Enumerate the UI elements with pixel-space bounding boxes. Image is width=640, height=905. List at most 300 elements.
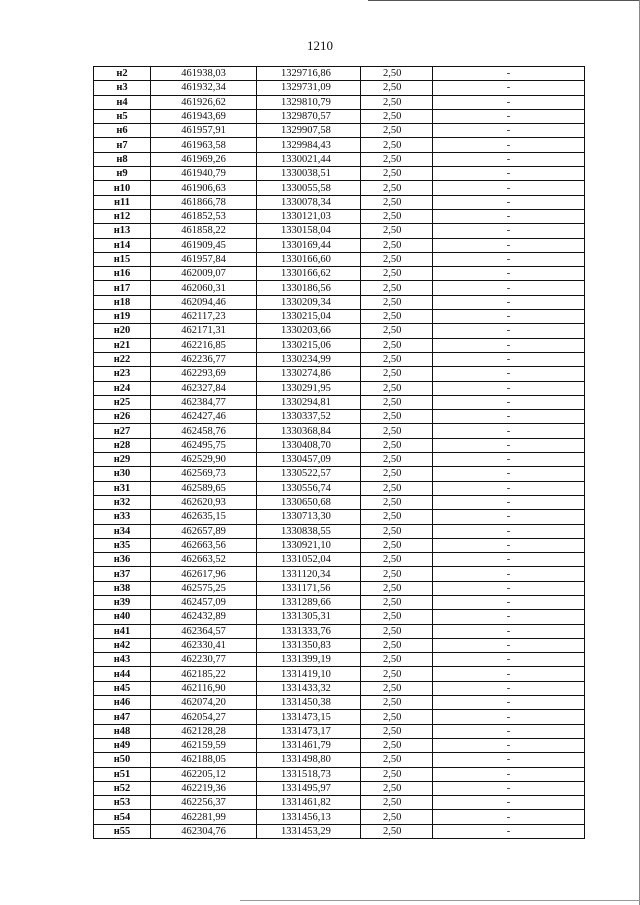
accuracy-cell: 2,50 [361,681,433,695]
point-id-cell: н25 [94,395,151,409]
point-id-cell: н47 [94,710,151,724]
y-coordinate-cell: 1330556,74 [257,481,361,495]
accuracy-cell: 2,50 [361,95,433,109]
y-coordinate-cell: 1330186,56 [257,281,361,295]
y-coordinate-cell: 1331350,83 [257,638,361,652]
point-id-cell: н38 [94,581,151,595]
table-row [94,653,585,667]
point-id-cell: н22 [94,352,151,366]
accuracy-cell: 2,50 [361,796,433,810]
accuracy-cell: 2,50 [361,753,433,767]
description-cell: - [433,781,585,795]
table-row [94,610,585,624]
point-id-cell: н2 [94,67,151,81]
y-coordinate-cell: 1331473,15 [257,710,361,724]
y-coordinate-cell: 1330038,51 [257,167,361,181]
accuracy-cell: 2,50 [361,338,433,352]
description-cell: - [433,681,585,695]
point-id-cell: н46 [94,696,151,710]
accuracy-cell: 2,50 [361,138,433,152]
description-cell: - [433,495,585,509]
accuracy-cell: 2,50 [361,724,433,738]
description-cell: - [433,610,585,624]
x-coordinate-cell: 461963,58 [151,138,257,152]
point-id-cell: н27 [94,424,151,438]
description-cell: - [433,124,585,138]
point-id-cell: н6 [94,124,151,138]
description-cell: - [433,824,585,838]
accuracy-cell: 2,50 [361,738,433,752]
table-row [94,81,585,95]
table-row [94,195,585,209]
point-id-cell: н31 [94,481,151,495]
table-row [94,581,585,595]
accuracy-cell: 2,50 [361,281,433,295]
y-coordinate-cell: 1331461,79 [257,738,361,752]
table-row [94,209,585,223]
x-coordinate-cell: 462060,31 [151,281,257,295]
point-id-cell: н34 [94,524,151,538]
point-id-cell: н13 [94,224,151,238]
x-coordinate-cell: 462117,23 [151,310,257,324]
bottom-edge-rule [240,900,640,901]
accuracy-cell: 2,50 [361,510,433,524]
accuracy-cell: 2,50 [361,367,433,381]
point-id-cell: н35 [94,538,151,552]
accuracy-cell: 2,50 [361,410,433,424]
y-coordinate-cell: 1330215,04 [257,310,361,324]
point-id-cell: н32 [94,495,151,509]
point-id-cell: н33 [94,510,151,524]
description-cell: - [433,224,585,238]
x-coordinate-cell: 462219,36 [151,781,257,795]
table-row [94,310,585,324]
x-coordinate-cell: 462128,28 [151,724,257,738]
description-cell: - [433,195,585,209]
point-id-cell: н19 [94,310,151,324]
y-coordinate-cell: 1330294,81 [257,395,361,409]
accuracy-cell: 2,50 [361,653,433,667]
y-coordinate-cell: 1330650,68 [257,495,361,509]
description-cell: - [433,295,585,309]
point-id-cell: н7 [94,138,151,152]
table-row [94,438,585,452]
table-row [94,138,585,152]
point-id-cell: н41 [94,624,151,638]
point-id-cell: н52 [94,781,151,795]
accuracy-cell: 2,50 [361,267,433,281]
description-cell: - [433,238,585,252]
y-coordinate-cell: 1330368,84 [257,424,361,438]
description-cell: - [433,438,585,452]
table-row [94,524,585,538]
point-id-cell: н26 [94,410,151,424]
x-coordinate-cell: 462009,07 [151,267,257,281]
accuracy-cell: 2,50 [361,581,433,595]
accuracy-cell: 2,50 [361,109,433,123]
x-coordinate-cell: 462171,31 [151,324,257,338]
page-number: 1210 [307,38,333,53]
description-cell: - [433,367,585,381]
x-coordinate-cell: 462432,89 [151,610,257,624]
accuracy-cell: 2,50 [361,495,433,509]
x-coordinate-cell: 461926,62 [151,95,257,109]
table-row [94,267,585,281]
table-row [94,410,585,424]
table-row [94,224,585,238]
description-cell: - [433,696,585,710]
accuracy-cell: 2,50 [361,710,433,724]
x-coordinate-cell: 462304,76 [151,824,257,838]
table-row [94,352,585,366]
x-coordinate-cell: 462589,65 [151,481,257,495]
y-coordinate-cell: 1330274,86 [257,367,361,381]
accuracy-cell: 2,50 [361,467,433,481]
table-row [94,124,585,138]
x-coordinate-cell: 462364,57 [151,624,257,638]
x-coordinate-cell: 462054,27 [151,710,257,724]
accuracy-cell: 2,50 [361,209,433,223]
y-coordinate-cell: 1329716,86 [257,67,361,81]
accuracy-cell: 2,50 [361,624,433,638]
table-row [94,767,585,781]
y-coordinate-cell: 1331333,76 [257,624,361,638]
table-row [94,252,585,266]
table-row [94,638,585,652]
x-coordinate-cell: 462663,52 [151,553,257,567]
description-cell: - [433,624,585,638]
description-cell: - [433,481,585,495]
accuracy-cell: 2,50 [361,538,433,552]
table-row [94,738,585,752]
x-coordinate-cell: 461943,69 [151,109,257,123]
y-coordinate-cell: 1331450,38 [257,696,361,710]
description-cell: - [433,95,585,109]
table-row [94,109,585,123]
x-coordinate-cell: 462116,90 [151,681,257,695]
point-id-cell: н29 [94,453,151,467]
description-cell: - [433,810,585,824]
description-cell: - [433,181,585,195]
y-coordinate-cell: 1330203,66 [257,324,361,338]
y-coordinate-cell: 1330838,55 [257,524,361,538]
y-coordinate-cell: 1329870,57 [257,109,361,123]
point-id-cell: н28 [94,438,151,452]
point-id-cell: н44 [94,667,151,681]
point-id-cell: н11 [94,195,151,209]
y-coordinate-cell: 1331399,19 [257,653,361,667]
point-id-cell: н16 [94,267,151,281]
point-id-cell: н30 [94,467,151,481]
y-coordinate-cell: 1331473,17 [257,724,361,738]
y-coordinate-cell: 1330078,34 [257,195,361,209]
point-id-cell: н49 [94,738,151,752]
description-cell: - [433,410,585,424]
description-cell: - [433,581,585,595]
y-coordinate-cell: 1329907,58 [257,124,361,138]
point-id-cell: н15 [94,252,151,266]
y-coordinate-cell: 1330215,06 [257,338,361,352]
y-coordinate-cell: 1331433,32 [257,681,361,695]
description-cell: - [433,281,585,295]
point-id-cell: н54 [94,810,151,824]
point-id-cell: н53 [94,796,151,810]
point-id-cell: н55 [94,824,151,838]
accuracy-cell: 2,50 [361,824,433,838]
accuracy-cell: 2,50 [361,553,433,567]
y-coordinate-cell: 1330166,60 [257,252,361,266]
table-row [94,395,585,409]
accuracy-cell: 2,50 [361,767,433,781]
accuracy-cell: 2,50 [361,395,433,409]
x-coordinate-cell: 462635,15 [151,510,257,524]
table-row [94,696,585,710]
x-coordinate-cell: 461866,78 [151,195,257,209]
x-coordinate-cell: 462188,05 [151,753,257,767]
description-cell: - [433,267,585,281]
y-coordinate-cell: 1330021,44 [257,152,361,166]
description-cell: - [433,138,585,152]
accuracy-cell: 2,50 [361,252,433,266]
y-coordinate-cell: 1330234,99 [257,352,361,366]
table-row [94,595,585,609]
x-coordinate-cell: 462216,85 [151,338,257,352]
x-coordinate-cell: 461858,22 [151,224,257,238]
description-cell: - [433,424,585,438]
description-cell: - [433,453,585,467]
point-id-cell: н48 [94,724,151,738]
accuracy-cell: 2,50 [361,438,433,452]
x-coordinate-cell: 462205,12 [151,767,257,781]
table-row [94,381,585,395]
description-cell: - [433,653,585,667]
accuracy-cell: 2,50 [361,152,433,166]
point-id-cell: н43 [94,653,151,667]
description-cell: - [433,753,585,767]
x-coordinate-cell: 462663,56 [151,538,257,552]
x-coordinate-cell: 462617,96 [151,567,257,581]
accuracy-cell: 2,50 [361,595,433,609]
top-edge-rule [368,0,640,1]
y-coordinate-cell: 1331498,80 [257,753,361,767]
accuracy-cell: 2,50 [361,481,433,495]
description-cell: - [433,252,585,266]
description-cell: - [433,524,585,538]
accuracy-cell: 2,50 [361,81,433,95]
table-row [94,238,585,252]
x-coordinate-cell: 462094,46 [151,295,257,309]
description-cell: - [433,67,585,81]
point-id-cell: н21 [94,338,151,352]
y-coordinate-cell: 1331289,66 [257,595,361,609]
x-coordinate-cell: 461940,79 [151,167,257,181]
point-id-cell: н51 [94,767,151,781]
description-cell: - [433,109,585,123]
table-row [94,467,585,481]
accuracy-cell: 2,50 [361,238,433,252]
x-coordinate-cell: 462457,09 [151,595,257,609]
point-id-cell: н50 [94,753,151,767]
x-coordinate-cell: 461852,53 [151,209,257,223]
y-coordinate-cell: 1331419,10 [257,667,361,681]
y-coordinate-cell: 1330209,34 [257,295,361,309]
point-id-cell: н5 [94,109,151,123]
coordinates-table-body [94,67,585,839]
x-coordinate-cell: 462159,59 [151,738,257,752]
x-coordinate-cell: 462384,77 [151,395,257,409]
accuracy-cell: 2,50 [361,310,433,324]
y-coordinate-cell: 1330408,70 [257,438,361,452]
table-row [94,67,585,81]
description-cell: - [433,595,585,609]
x-coordinate-cell: 462529,90 [151,453,257,467]
y-coordinate-cell: 1331456,13 [257,810,361,824]
y-coordinate-cell: 1329731,09 [257,81,361,95]
description-cell: - [433,638,585,652]
y-coordinate-cell: 1330121,03 [257,209,361,223]
description-cell: - [433,324,585,338]
point-id-cell: н18 [94,295,151,309]
y-coordinate-cell: 1331305,31 [257,610,361,624]
accuracy-cell: 2,50 [361,810,433,824]
table-row [94,95,585,109]
point-id-cell: н9 [94,167,151,181]
table-row [94,681,585,695]
table-row [94,810,585,824]
y-coordinate-cell: 1330169,44 [257,238,361,252]
accuracy-cell: 2,50 [361,181,433,195]
x-coordinate-cell: 461906,63 [151,181,257,195]
accuracy-cell: 2,50 [361,167,433,181]
description-cell: - [433,738,585,752]
description-cell: - [433,152,585,166]
point-id-cell: н17 [94,281,151,295]
table-row [94,567,585,581]
x-coordinate-cell: 462495,75 [151,438,257,452]
y-coordinate-cell: 1331461,82 [257,796,361,810]
accuracy-cell: 2,50 [361,224,433,238]
point-id-cell: н39 [94,595,151,609]
table-row [94,167,585,181]
x-coordinate-cell: 462293,69 [151,367,257,381]
point-id-cell: н37 [94,567,151,581]
table-row [94,181,585,195]
x-coordinate-cell: 462281,99 [151,810,257,824]
description-cell: - [433,209,585,223]
y-coordinate-cell: 1330158,04 [257,224,361,238]
description-cell: - [433,710,585,724]
accuracy-cell: 2,50 [361,295,433,309]
y-coordinate-cell: 1330055,58 [257,181,361,195]
coordinates-table [93,66,585,839]
point-id-cell: н24 [94,381,151,395]
table-row [94,481,585,495]
table-row [94,453,585,467]
point-id-cell: н40 [94,610,151,624]
x-coordinate-cell: 462569,73 [151,467,257,481]
y-coordinate-cell: 1330291,95 [257,381,361,395]
point-id-cell: н8 [94,152,151,166]
point-id-cell: н42 [94,638,151,652]
x-coordinate-cell: 462458,76 [151,424,257,438]
point-id-cell: н14 [94,238,151,252]
x-coordinate-cell: 462230,77 [151,653,257,667]
x-coordinate-cell: 462620,93 [151,495,257,509]
x-coordinate-cell: 461909,45 [151,238,257,252]
x-coordinate-cell: 462256,37 [151,796,257,810]
x-coordinate-cell: 462427,46 [151,410,257,424]
table-row [94,367,585,381]
description-cell: - [433,796,585,810]
y-coordinate-cell: 1331453,29 [257,824,361,838]
y-coordinate-cell: 1330921,10 [257,538,361,552]
x-coordinate-cell: 461932,34 [151,81,257,95]
description-cell: - [433,310,585,324]
x-coordinate-cell: 462327,84 [151,381,257,395]
point-id-cell: н12 [94,209,151,223]
description-cell: - [433,167,585,181]
point-id-cell: н10 [94,181,151,195]
description-cell: - [433,81,585,95]
y-coordinate-cell: 1330713,30 [257,510,361,524]
accuracy-cell: 2,50 [361,524,433,538]
table-row [94,281,585,295]
point-id-cell: н45 [94,681,151,695]
y-coordinate-cell: 1331052,04 [257,553,361,567]
y-coordinate-cell: 1330522,57 [257,467,361,481]
y-coordinate-cell: 1330457,09 [257,453,361,467]
point-id-cell: н23 [94,367,151,381]
point-id-cell: н3 [94,81,151,95]
description-cell: - [433,381,585,395]
table-row [94,824,585,838]
table-row [94,724,585,738]
x-coordinate-cell: 462657,89 [151,524,257,538]
x-coordinate-cell: 462575,25 [151,581,257,595]
accuracy-cell: 2,50 [361,67,433,81]
x-coordinate-cell: 462330,41 [151,638,257,652]
table-row [94,781,585,795]
accuracy-cell: 2,50 [361,781,433,795]
table-row [94,796,585,810]
description-cell: - [433,538,585,552]
description-cell: - [433,510,585,524]
point-id-cell: н36 [94,553,151,567]
table-row [94,667,585,681]
accuracy-cell: 2,50 [361,195,433,209]
accuracy-cell: 2,50 [361,696,433,710]
accuracy-cell: 2,50 [361,667,433,681]
table-row [94,324,585,338]
description-cell: - [433,395,585,409]
description-cell: - [433,467,585,481]
accuracy-cell: 2,50 [361,424,433,438]
table-row [94,753,585,767]
accuracy-cell: 2,50 [361,381,433,395]
accuracy-cell: 2,50 [361,352,433,366]
y-coordinate-cell: 1330166,62 [257,267,361,281]
table-row [94,424,585,438]
table-row [94,495,585,509]
table-row [94,510,585,524]
description-cell: - [433,567,585,581]
y-coordinate-cell: 1331171,56 [257,581,361,595]
table-row [94,553,585,567]
description-cell: - [433,352,585,366]
y-coordinate-cell: 1331518,73 [257,767,361,781]
description-cell: - [433,338,585,352]
accuracy-cell: 2,50 [361,567,433,581]
